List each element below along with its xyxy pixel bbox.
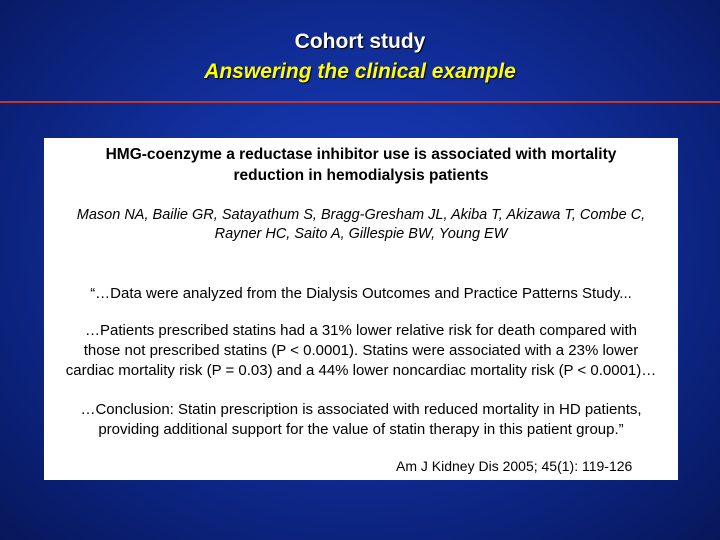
author-line: Rayner HC, Saito A, Gillespie BW, Young EW xyxy=(214,226,508,242)
author-list xyxy=(44,206,678,244)
quote-conclusion-line: …Conclusion: Statin prescription is associated with reduced mortality in HD patients, xyxy=(80,401,642,418)
title-divider xyxy=(0,101,720,103)
article-title-line: reduction in hemodialysis patients xyxy=(233,167,489,184)
quote-intro xyxy=(44,284,678,303)
slide-subtitle: Answering the clinical example xyxy=(204,60,516,83)
quote-intro-line: “…Data were analyzed from the Dialysis Outcomes and Practice Patterns Study... xyxy=(90,285,632,302)
article-title xyxy=(44,144,678,186)
journal-citation: Am J Kidney Dis 2005; 45(1): 119-126 xyxy=(396,458,633,474)
quote-conclusion xyxy=(44,400,678,440)
slide-title: Cohort study xyxy=(294,30,426,53)
abstract-panel xyxy=(44,138,678,480)
quote-results-line: those not prescribed statins (P < 0.0001). Statins were associated with a 23% lower xyxy=(83,342,639,359)
quote-results-line: …Patients prescribed statins had a 31% lower relative risk for death compared with xyxy=(85,322,637,339)
quote-conclusion-line: providing additional support for the value of statin therapy in this patient group.” xyxy=(98,421,624,438)
quote-results xyxy=(38,321,684,381)
article-title-line: HMG-coenzyme a reductase inhibitor use is associated with mortality xyxy=(105,146,617,163)
author-line: Mason NA, Bailie GR, Satayathum S, Bragg-Gresham JL, Akiba T, Akizawa T, Combe C, xyxy=(76,207,646,223)
quote-results-line: cardiac mortality risk (P = 0.03) and a 44% lower noncardiac mortality risk (P < 0.0001)… xyxy=(65,362,657,379)
